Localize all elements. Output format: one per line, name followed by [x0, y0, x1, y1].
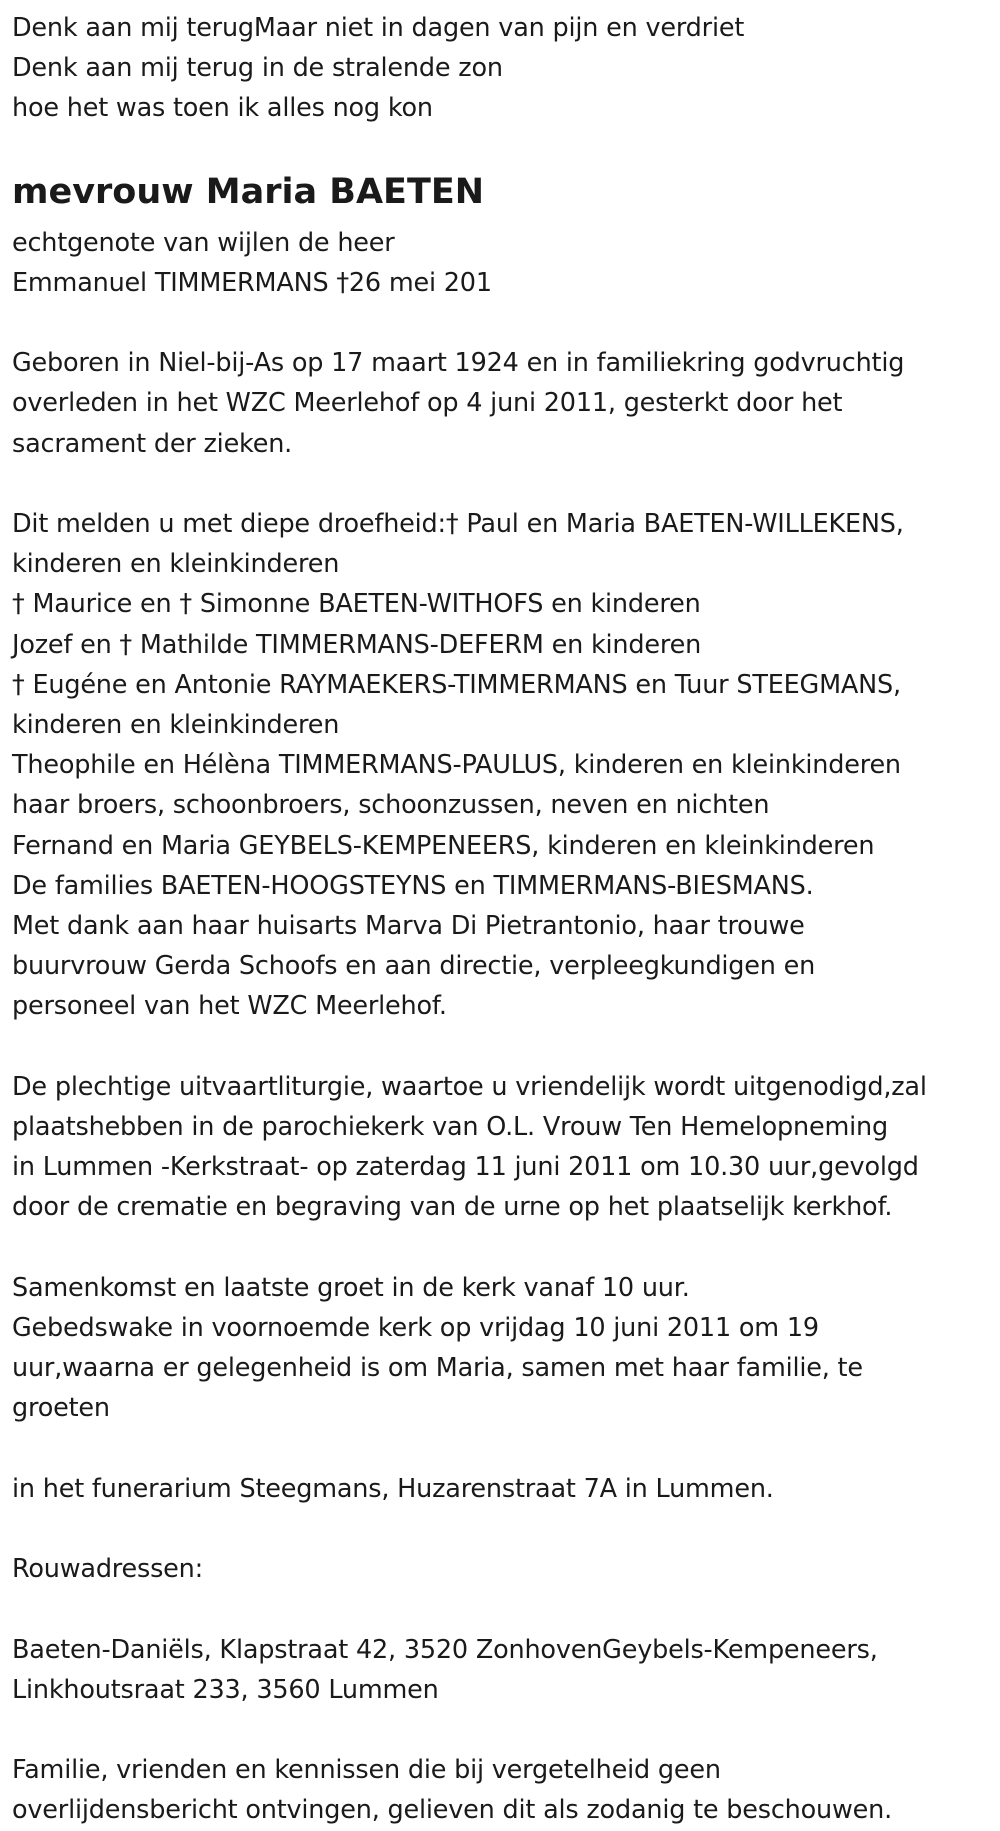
gathering-paragraph [12, 1268, 994, 1429]
addresses-heading: Rouwadressen: [12, 1554, 204, 1585]
spacer [12, 1429, 994, 1469]
family-line: kinderen en kleinkinderen [12, 549, 340, 580]
family-line: † Eugéne en Antonie RAYMAEKERS-TIMMERMANS en Tuur STEEGMANS, [12, 669, 901, 700]
spacer [12, 129, 994, 161]
family-line: Fernand en Maria GEYBELS-KEMPENEERS, kinderen en kleinkinderen [12, 830, 875, 861]
spouse-line: echtgenote van wijlen de heer [12, 227, 395, 258]
funeral-line: De plechtige uitvaartliturgie, waartoe u vriendelijk wordt uitgenodigd,zal [12, 1071, 927, 1102]
paragraph-line: Geboren in Niel-bij-As op 17 maart 1924 en in familiekring godvruchtig [12, 348, 905, 379]
addresses [12, 1630, 994, 1710]
gathering-line: Gebedswake in voornoemde kerk op vrijdag 10 juni 2011 om 19 [12, 1313, 819, 1344]
family-line: buurvrouw Gerda Schoofs en aan directie, verpleegkundigen en [12, 951, 816, 982]
paragraph-line: overleden in het WZC Meerlehof op 4 juni 2011, gesterkt door het [12, 388, 843, 419]
poem [12, 8, 994, 129]
funeral-home: in het funerarium Steegmans, Huzarenstraat 7A in Lummen. [12, 1473, 774, 1504]
spacer [12, 1509, 994, 1549]
spacer [12, 303, 994, 343]
gathering-line: groeten [12, 1393, 110, 1424]
funeral-paragraph [12, 1067, 994, 1228]
spacer [12, 1589, 994, 1629]
deceased-name: mevrouw Maria BAETEN [12, 171, 485, 212]
funeral-line: plaatshebben in de parochiekerk van O.L. Vrouw Ten Hemelopneming [12, 1112, 888, 1143]
family-line: Jozef en † Mathilde TIMMERMANS-DEFERM en kinderen [12, 629, 702, 660]
family-line: Met dank aan haar huisarts Marva Di Pietrantonio, haar trouwe [12, 911, 805, 942]
closing-paragraph [12, 1750, 994, 1830]
spouse-line: Emmanuel TIMMERMANS †26 mei 201 [12, 267, 492, 298]
family-line: † Maurice en † Simonne BAETEN-WITHOFS en kinderen [12, 589, 701, 620]
spacer [12, 1710, 994, 1750]
gathering-line: Samenkomst en laatste groet in de kerk vanaf 10 uur. [12, 1272, 690, 1303]
family-line: Theophile en Hélèna TIMMERMANS-PAULUS, kinderen en kleinkinderen [12, 750, 901, 781]
family-line: De families BAETEN-HOOGSTEYNS en TIMMERMANS-BIESMANS. [12, 870, 814, 901]
family-line: personeel van het WZC Meerlehof. [12, 991, 447, 1022]
family-line: kinderen en kleinkinderen [12, 710, 340, 741]
closing-line: overlijdensbericht ontvingen, gelieven dit als zodanig te beschouwen. [12, 1795, 893, 1826]
closing-line: Familie, vrienden en kennissen die bij vergetelheid geen [12, 1755, 721, 1786]
poem-line: Denk aan mij terugMaar niet in dagen van pijn en verdriet [12, 13, 745, 43]
address-line: Baeten-Daniëls, Klapstraat 42, 3520 ZonhovenGeybels-Kempeneers, [12, 1634, 878, 1665]
address-line: Linkhoutsraat 233, 3560 Lummen [12, 1674, 439, 1705]
family-line: Dit melden u met diepe droefheid:† Paul en Maria BAETEN-WILLEKENS, [12, 509, 904, 539]
family-line: haar broers, schoonbroers, schoonzussen, neven en nichten [12, 790, 770, 821]
spouse-info [12, 223, 994, 303]
family-paragraph [12, 504, 994, 1027]
funeral-line: door de crematie en begraving van de urne op het plaatselijk kerkhof. [12, 1192, 893, 1223]
spacer [12, 1228, 994, 1268]
spacer [12, 464, 994, 504]
poem-line: Denk aan mij terug in de stralende zon [12, 53, 503, 84]
gathering-line: uur,waarna er gelegenheid is om Maria, samen met haar familie, te [12, 1353, 863, 1384]
paragraph-line: sacrament der zieken. [12, 428, 293, 459]
birth-death-paragraph [12, 343, 994, 464]
spacer [12, 1027, 994, 1067]
poem-line: hoe het was toen ik alles nog kon [12, 93, 433, 124]
obituary-document [12, 8, 994, 1831]
funeral-line: in Lummen -Kerkstraat- op zaterdag 11 juni 2011 om 10.30 uur,gevolgd [12, 1152, 919, 1183]
